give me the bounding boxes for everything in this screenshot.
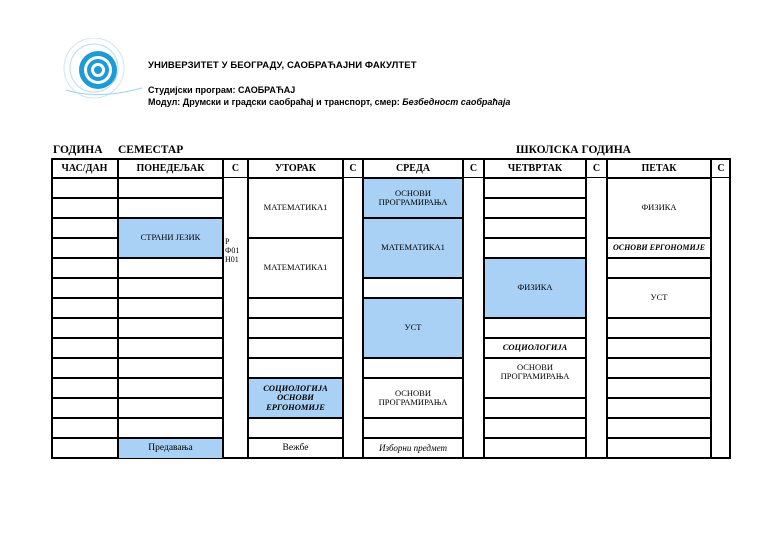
class-math-1: МАТЕМАТИКА1 bbox=[248, 178, 343, 238]
schedule-cell bbox=[607, 398, 711, 418]
hour-cell bbox=[51, 418, 118, 438]
schedule-cell bbox=[363, 358, 463, 378]
col-room-thursday: С bbox=[586, 158, 607, 178]
schedule-cell bbox=[484, 418, 586, 438]
col-room-wednesday: С bbox=[463, 158, 484, 178]
schedule-cell bbox=[118, 338, 223, 358]
class-sociology-ergonomics: СОЦИОЛОГИЈА ОСНОВИ ЕРГОНОМИЈЕ bbox=[248, 378, 343, 418]
hour-cell bbox=[51, 278, 118, 298]
schedule-cell bbox=[607, 438, 711, 459]
schedule-cell bbox=[363, 278, 463, 298]
schedule-cell bbox=[484, 178, 586, 198]
schedule-cell bbox=[607, 318, 711, 338]
module-prefix: Модул: Друмски и градски саобраћај и транспорт, смер: bbox=[148, 97, 403, 107]
schedule-cell bbox=[248, 418, 343, 438]
hour-cell bbox=[51, 438, 118, 459]
hour-cell bbox=[51, 378, 118, 398]
room-column-tuesday bbox=[343, 178, 363, 459]
hour-cell bbox=[51, 338, 118, 358]
room-column-wednesday bbox=[463, 178, 484, 459]
schedule-cell bbox=[484, 198, 586, 218]
schedule-cell bbox=[248, 338, 343, 358]
legend-lectures: Предавања bbox=[118, 438, 223, 459]
class-foreign-language: СТРАНИ ЈЕЗИК bbox=[118, 218, 223, 258]
faculty-logo bbox=[58, 38, 144, 104]
semester-label: СЕМЕСТАР bbox=[118, 144, 184, 156]
col-room-tuesday: С bbox=[343, 158, 363, 178]
room-column-thursday bbox=[586, 178, 607, 459]
schedule-cell bbox=[484, 218, 586, 238]
schedule-cell bbox=[607, 378, 711, 398]
year-label: ГОДИНА bbox=[53, 144, 103, 156]
hour-cell bbox=[51, 358, 118, 378]
schedule-cell bbox=[118, 298, 223, 318]
class-physics-thursday: ФИЗИКА bbox=[484, 258, 586, 318]
hour-cell bbox=[51, 218, 118, 238]
class-programming-basics: ОСНОВИ ПРОГРАМИРАЊА bbox=[363, 178, 463, 218]
class-math-2: МАТЕМАТИКА1 bbox=[248, 238, 343, 298]
class-ust-friday: УСТ bbox=[607, 278, 711, 318]
schedule-cell bbox=[607, 338, 711, 358]
schedule-cell bbox=[607, 258, 711, 278]
study-program: Студијски програм: САОБРАЋАЈ bbox=[148, 85, 296, 95]
hour-cell bbox=[51, 258, 118, 278]
room-codes-monday: Р Ф01 Н01 bbox=[225, 237, 240, 265]
hour-cell bbox=[51, 198, 118, 218]
class-physics-friday: ФИЗИКА bbox=[607, 178, 711, 238]
class-ergonomics-friday: ОСНОВИ ЕРГОНОМИЈЕ bbox=[607, 238, 711, 258]
hour-cell bbox=[51, 398, 118, 418]
col-monday: ПОНЕДЕЉАК bbox=[118, 158, 223, 178]
schedule-cell bbox=[118, 318, 223, 338]
col-hour-day: ЧАС/ДАН bbox=[51, 158, 118, 178]
schedule-cell bbox=[484, 238, 586, 258]
schedule-cell bbox=[118, 198, 223, 218]
room-column-friday bbox=[711, 178, 731, 459]
school-year-label: ШКОЛСКА ГОДИНА bbox=[516, 144, 631, 156]
class-programming-thursday: ОСНОВИ ПРОГРАМИРАЊА bbox=[484, 358, 586, 398]
col-room-monday: С bbox=[223, 158, 248, 178]
class-sociology-thursday: СОЦИОЛОГИЈА bbox=[484, 338, 586, 358]
hour-cell bbox=[51, 318, 118, 338]
col-friday: ПЕТАК bbox=[607, 158, 711, 178]
university-title: УНИВЕРЗИТЕТ У БЕОГРАДУ, САОБРАЋАЈНИ ФАКУЛТЕТ bbox=[148, 60, 417, 71]
schedule-cell bbox=[248, 358, 343, 378]
room-column-monday bbox=[223, 178, 248, 459]
legend-exercises: Вежбе bbox=[248, 438, 343, 459]
module-line bbox=[148, 97, 510, 107]
col-room-friday: С bbox=[711, 158, 731, 178]
class-math-wednesday: МАТЕМАТИКА1 bbox=[363, 218, 463, 278]
hour-cell bbox=[51, 178, 118, 198]
module-direction: Безбедност саобраћаја bbox=[402, 97, 511, 107]
schedule-cell bbox=[118, 398, 223, 418]
col-wednesday: СРЕДА bbox=[363, 158, 463, 178]
col-thursday: ЧЕТВРТАК bbox=[484, 158, 586, 178]
hour-cell bbox=[51, 238, 118, 258]
schedule-cell bbox=[118, 418, 223, 438]
legend-elective: Изборни предмет bbox=[363, 438, 463, 459]
schedule-cell bbox=[363, 418, 463, 438]
schedule-cell bbox=[118, 378, 223, 398]
hour-cell bbox=[51, 298, 118, 318]
schedule-cell bbox=[248, 318, 343, 338]
schedule-cell bbox=[607, 358, 711, 378]
class-programming-basics-exercises: ОСНОВИ ПРОГРАМИРАЊА bbox=[363, 378, 463, 418]
schedule-cell bbox=[607, 418, 711, 438]
schedule-cell bbox=[118, 278, 223, 298]
schedule-cell bbox=[248, 298, 343, 318]
schedule-cell bbox=[484, 318, 586, 338]
schedule-cell bbox=[118, 178, 223, 198]
schedule-cell bbox=[118, 258, 223, 278]
schedule-cell bbox=[484, 398, 586, 418]
schedule-cell bbox=[118, 358, 223, 378]
col-tuesday: УТОРАК bbox=[248, 158, 343, 178]
schedule-cell bbox=[484, 438, 586, 459]
class-ust-wednesday: УСТ bbox=[363, 298, 463, 358]
